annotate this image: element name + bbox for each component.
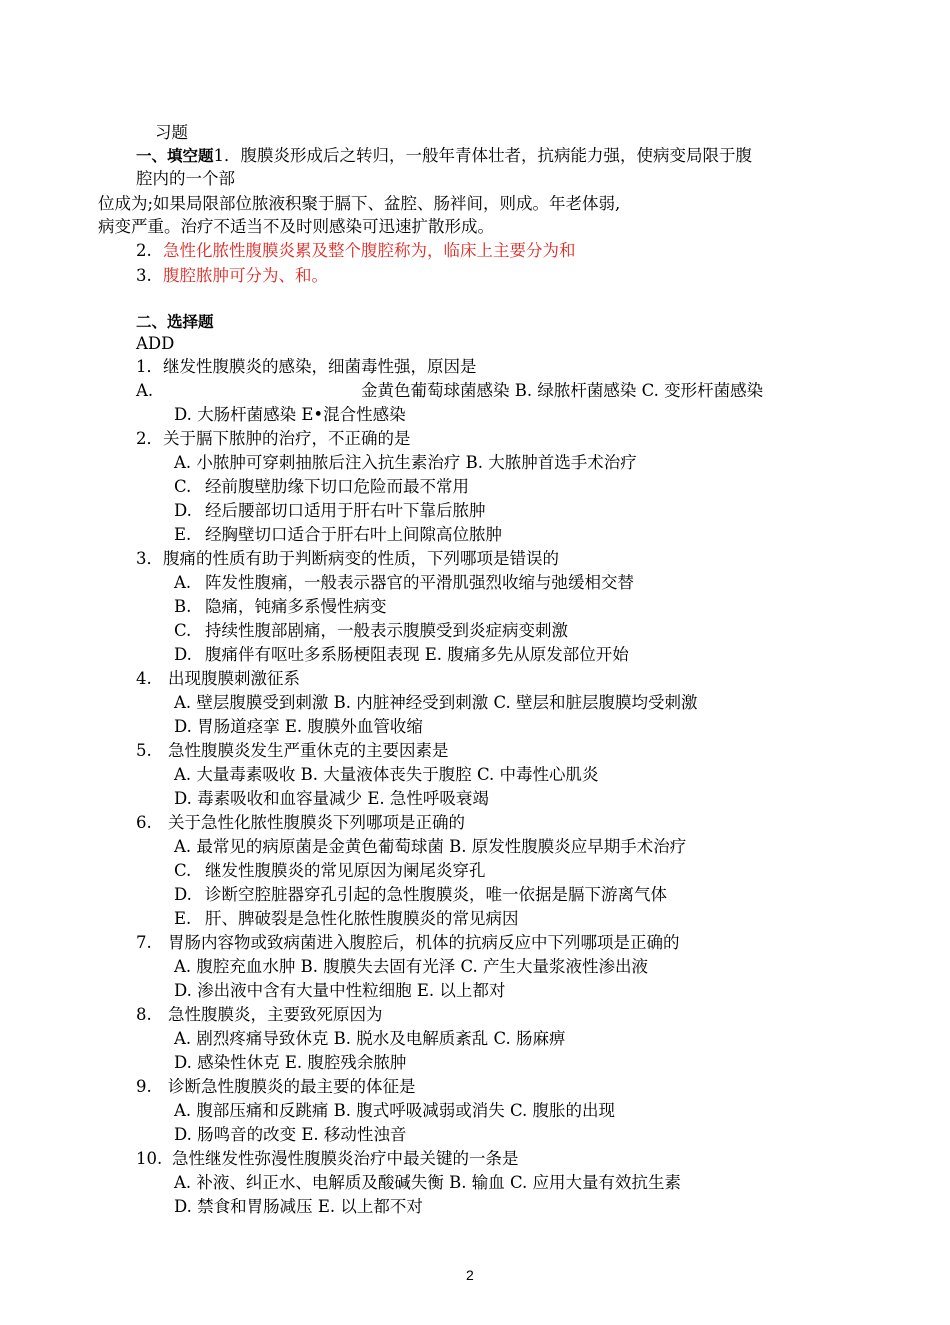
choice-heading: 二、选择题 (136, 313, 214, 331)
fill-q2-text: 急性化脓性腹膜炎累及整个腹腔称为，临床上主要分为和 (163, 241, 576, 260)
q7-options-abc: A. 腹腔充血水肿 B. 腹膜失去固有光泽 C. 产生大量浆液性渗出液 (174, 957, 649, 976)
fill-q1-line1 (136, 145, 752, 167)
q4-number: 4. (136, 669, 152, 688)
q9-stem: 诊断急性腹膜炎的最主要的体征是 (168, 1077, 416, 1096)
q1-options-de: D. 大肠杆菌感染 E•混合性感染 (174, 405, 406, 424)
fill-q1-line2: 腔内的一个部 (136, 169, 235, 188)
q6-label-e: E. (174, 909, 192, 928)
q6-label-c: C. (174, 861, 192, 880)
q6-stem: 关于急性化脓性腹膜炎下列哪项是正确的 (168, 813, 465, 832)
q9-options-de: D. 肠鸣音的改变 E. 移动性浊音 (174, 1125, 407, 1144)
q5-options-de: D. 毒素吸收和血容量减少 E. 急性呼吸衰竭 (174, 789, 489, 808)
q7-options-de: D. 渗出液中含有大量中性粒细胞 E. 以上都对 (174, 981, 506, 1000)
q3-option-de: 腹痛伴有呕吐多系肠梗阻表现 E. 腹痛多先从原发部位开始 (205, 645, 629, 664)
q6-option-e: 肝、脾破裂是急性化脓性腹膜炎的常见病因 (205, 909, 519, 928)
q2-option-d: 经后腰部切口适用于肝右叶下靠后脓肿 (205, 501, 486, 520)
fill-q3 (136, 265, 328, 287)
fill-q2 (136, 240, 576, 262)
q2-option-c: 经前腹壁肋缘下切口危险而最不常用 (205, 477, 469, 496)
q2-label-c: C. (174, 477, 192, 496)
q2-label-e: E. (174, 525, 192, 544)
q8-options-de: D. 感染性休克 E. 腹腔残余脓肿 (174, 1053, 407, 1072)
q3-stem: 3．腹痛的性质有助于判断病变的性质，下列哪项是错误的 (136, 549, 559, 568)
fill-q2-number: 2. (136, 241, 152, 260)
q8-number: 8. (136, 1005, 152, 1024)
q1-stem: 1．继发性腹膜炎的感染，细菌毒性强，原因是 (136, 357, 477, 376)
q3-label-d: D. (174, 645, 192, 664)
fill-q1-line3: 位成为;如果局限部位脓液积聚于膈下、盆腔、肠袢间，则成。年老体弱, (98, 194, 621, 213)
q6-option-d: 诊断空腔脏器穿孔引起的急性腹膜炎，唯一依据是膈下游离气体 (205, 885, 667, 904)
fill-q3-text: 腹腔脓肿可分为、和。 (163, 266, 328, 285)
q6-options-ab: A. 最常见的病原菌是金黄色葡萄球菌 B. 原发性腹膜炎应早期手术治疗 (174, 837, 687, 856)
q2-stem: 2．关于膈下脓肿的治疗，不正确的是 (136, 429, 411, 448)
q4-options-abc: A. 壁层腹膜受到刺激 B. 内脏神经受到刺激 C. 壁层和脏层腹膜均受刺激 (174, 693, 698, 712)
q4-options-de: D. 胃肠道痉挛 E. 腹膜外血管收缩 (174, 717, 423, 736)
q6-number: 6. (136, 813, 152, 832)
q3-label-c: C. (174, 621, 192, 640)
q3-option-a: 阵发性腹痛，一般表示器官的平滑肌强烈收缩与弛缓相交替 (205, 573, 634, 592)
q8-options-abc: A. 剧烈疼痛导致休克 B. 脱水及电解质紊乱 C. 肠麻痹 (174, 1029, 566, 1048)
fill-heading: 一、填空题 (136, 147, 214, 165)
q10-options-abc: A. 补液、纠正水、电解质及酸碱失衡 B. 输血 C. 应用大量有效抗生素 (174, 1173, 682, 1192)
q5-number: 5. (136, 741, 152, 760)
choice-answer-key: ADD (136, 334, 175, 353)
q3-option-c: 持续性腹部剧痛，一般表示腹膜受到炎症病变刺激 (205, 621, 568, 640)
q6-option-c: 继发性腹膜炎的常见原因为阑尾炎穿孔 (205, 861, 486, 880)
fill-q1-line4: 病变严重。治疗不适当不及时则感染可迅速扩散形成。 (98, 217, 494, 236)
q6-label-d: D. (174, 885, 192, 904)
q1-options-abc: 金黄色葡萄球菌感染 B. 绿脓杆菌感染 C. 变形杆菌感染 (361, 381, 764, 400)
q2-options-ab: A. 小脓肿可穿刺抽脓后注入抗生素治疗 B. 大脓肿首选手术治疗 (174, 453, 637, 472)
q9-number: 9. (136, 1077, 152, 1096)
q5-stem: 急性腹膜炎发生严重休克的主要因素是 (168, 741, 449, 760)
q5-options-abc: A. 大量毒素吸收 B. 大量液体丧失于腹腔 C. 中毒性心肌炎 (174, 765, 599, 784)
q10-number: 10. (136, 1149, 163, 1168)
q3-label-b: B. (174, 597, 192, 616)
fill-q1-text-a: 1．腹膜炎形成后之转归，一般年青体壮者，抗病能力强，使病变局限于腹 (213, 146, 753, 165)
q3-option-b: 隐痛，钝痛多系慢性病变 (205, 597, 387, 616)
q2-label-d: D. (174, 501, 192, 520)
q10-options-de: D. 禁食和胃肠减压 E. 以上都不对 (174, 1197, 423, 1216)
page-number: 2 (466, 1267, 474, 1283)
doc-title: 习题 (155, 123, 188, 142)
q10-stem: 急性继发性弥漫性腹膜炎治疗中最关键的一条是 (172, 1149, 519, 1168)
fill-q3-number: 3. (136, 266, 152, 285)
q4-stem: 出现腹膜刺激征系 (168, 669, 300, 688)
q3-label-a: A. (174, 573, 192, 592)
q1-label-a: A. (136, 381, 154, 400)
q7-stem: 胃肠内容物或致病菌进入腹腔后，机体的抗病反应中下列哪项是正确的 (168, 933, 680, 952)
q8-stem: 急性腹膜炎，主要致死原因为 (168, 1005, 383, 1024)
q9-options-abc: A. 腹部压痛和反跳痛 B. 腹式呼吸减弱或消失 C. 腹胀的出现 (174, 1101, 616, 1120)
q2-option-e: 经胸壁切口适合于肝右叶上间隙高位脓肿 (205, 525, 502, 544)
q7-number: 7. (136, 933, 152, 952)
